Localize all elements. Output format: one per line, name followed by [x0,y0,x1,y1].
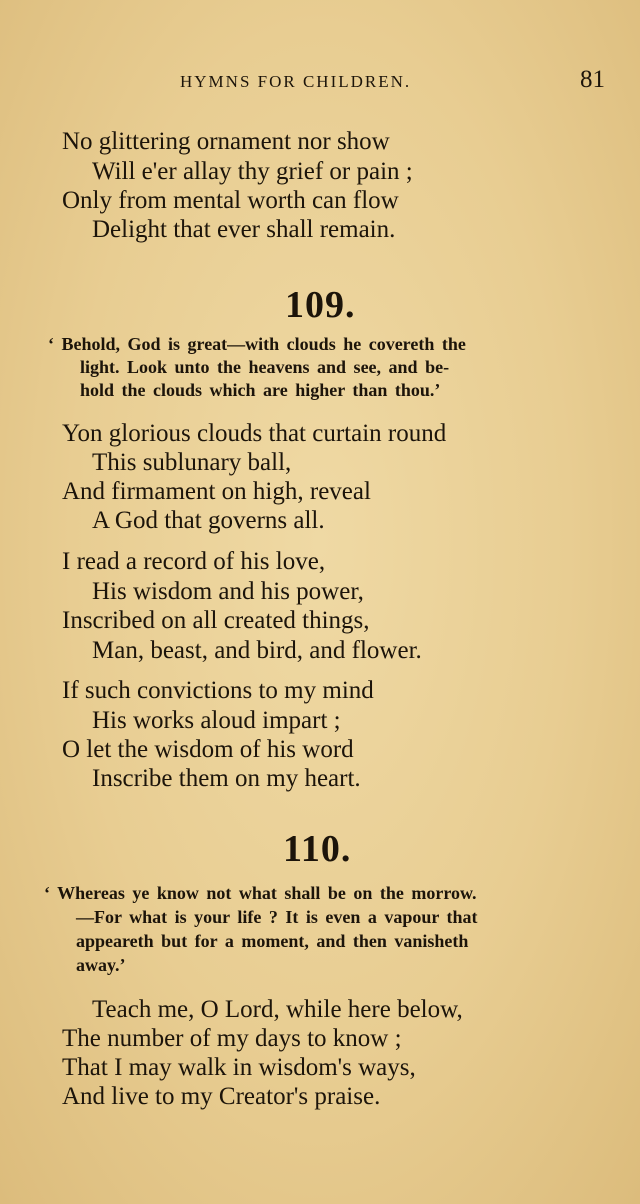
hymn-number: 109. [285,284,356,326]
verse-line: If such convictions to my mind [62,677,374,704]
verse-line: Delight that ever shall remain. [92,216,396,243]
verse-line: Teach me, O Lord, while here below, [92,996,463,1023]
epigraph-line: ‘ Behold, God is great—with clouds he covereth the [48,334,466,354]
verse-line: The number of my days to know ; [62,1025,402,1052]
running-title: HYMNS FOR CHILDREN. [180,72,412,91]
verse-line: No glittering ornament nor show [62,128,390,155]
epigraph-line: away.’ [76,955,126,975]
epigraph-line: hold the clouds which are higher than thou.’ [80,380,441,400]
page-number: 81 [580,66,605,93]
verse-line: Man, beast, and bird, and flower. [92,637,422,664]
verse-line: Will e'er allay thy grief or pain ; [92,158,413,185]
verse-line: His works aloud impart ; [92,707,341,734]
verse-line: And live to my Creator's praise. [62,1083,381,1110]
hymn-number: 110. [283,828,352,870]
verse-line: Inscribe them on my heart. [92,765,361,792]
verse-line: O let the wisdom of his word [62,736,354,763]
verse-line: That I may walk in wisdom's ways, [62,1054,416,1081]
verse-line: This sublunary ball, [92,449,292,476]
verse-line: His wisdom and his power, [92,578,364,605]
verse-line: Inscribed on all created things, [62,607,370,634]
verse-line: Only from mental worth can flow [62,187,399,214]
epigraph-line: appeareth but for a moment, and then vanisheth [76,931,469,951]
epigraph-line: ‘ Whereas ye know not what shall be on the morrow. [44,883,477,903]
verse-line: A God that governs all. [92,507,325,534]
verse-line: Yon glorious clouds that curtain round [62,420,447,447]
verse-line: I read a record of his love, [62,548,326,575]
verse-line: And firmament on high, reveal [62,478,371,505]
epigraph-line: —For what is your life ? It is even a vapour that [76,907,478,927]
epigraph-line: light. Look unto the heavens and see, and be- [80,357,450,377]
